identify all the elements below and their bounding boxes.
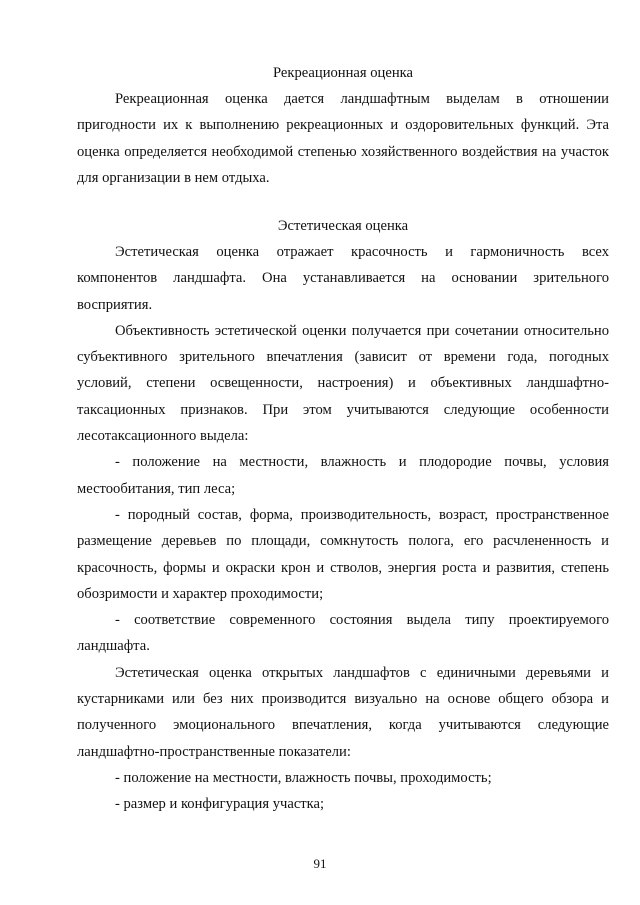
section-recreational (77, 60, 609, 191)
list-item: - соответствие современного состояния выдела типу проектируемого ландшафта. (77, 612, 609, 655)
heading-recreational-assessment: Рекреационная оценка (272, 65, 414, 81)
heading-aesthetic-assessment: Эстетическая оценка (277, 218, 409, 234)
paragraph: Эстетическая оценка отражает красочность и гармоничность всех компонентов ландшафта. Она устанавливается на основании зрительного восприятия. (77, 244, 609, 313)
paragraph: Рекреационная оценка дается ландшафтным выделам в отношении пригодности их к выполнению рекреационных и оздоровительных функций. Эта оценка определяется необходимой степенью хозяйственного воздействия на участок для организации в нем отдыха. (77, 91, 609, 186)
list-item: - положение на местности, влажность и плодородие почвы, условия местообитания, тип леса; (77, 454, 609, 497)
list-item: - размер и конфигурация участка; (115, 796, 325, 813)
paragraph: Эстетическая оценка открытых ландшафтов с единичными деревьями и кустарниками или без них производится визуально на основе общего обзора и полученного эмоционального впечатления, когда учитываются следующие ландшафтно-пространственные показатели: (77, 664, 609, 760)
section-aesthetic (77, 213, 609, 818)
list-item: - положение на местности, влажность почвы, проходимость; (115, 769, 492, 786)
paragraph: Объективность эстетической оценки получается при сочетании относительно субъективного зрительного впечатления (зависит от времени года, погодных условий, степени освещенности, настроения) и объективных ландшафтно-таксационных признаков. При этом учитываются следующие особенности лесотаксационного выдела: (77, 322, 609, 445)
list-item: - породный состав, форма, производительность, возраст, пространственное размещение деревьев по площади, сомкнутость полога, его расчлененность и красочность, формы и окраски крон и стволов, энергия роста и развития, степень обозримости и характер проходимости; (77, 506, 609, 602)
page-number: 91 (313, 856, 327, 871)
